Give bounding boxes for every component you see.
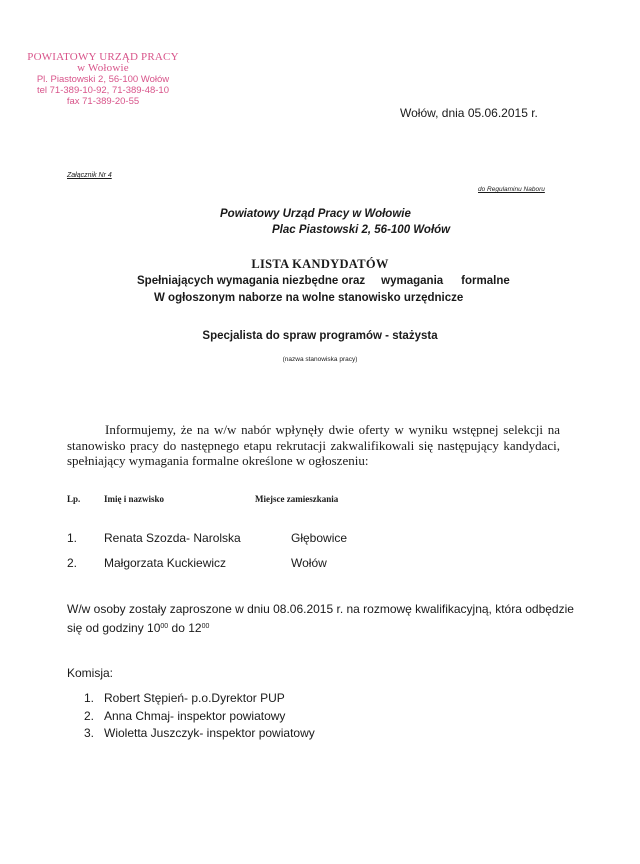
list-subtitle-1 (137, 275, 510, 287)
interview-sup-a: 00 (160, 623, 169, 630)
row-2-residence: Wołów (291, 556, 327, 570)
table-header-residence: Miejsce zamieszkania (255, 494, 339, 504)
interview-text-a: W/w osoby zostały zaproszone w dniu 08.06.2015 r. na rozmowę kwalifikacyjną, która odbędzie się od godziny 10 (67, 602, 574, 635)
stamp-line-3: Pl. Piastowski 2, 56-100 Wołów (36, 74, 170, 85)
stamp-line-4: tel 71-389-10-92, 71-389-48-10 (36, 85, 170, 96)
member-3-number: 3. (84, 726, 95, 740)
stamp-line-1: POWIATOWY URZĄD PRACY (27, 51, 179, 63)
committee-member-1 (84, 691, 285, 705)
subtitle-part-c: formalne (461, 275, 510, 287)
intro-text: Informujemy, że na w/w nabór wpłynęły dwie oferty w wyniku wstępnej selekcji na stanowisko pracy do następnego etapu rekrutacji zakwalifikowali się następujący kandydaci, spełniający wymagania formalne określone w ogłoszeniu: (67, 422, 560, 468)
subtitle-part-a: Spełniających wymagania niezbędne oraz (137, 275, 366, 287)
attachment-label: Załącznik Nr 4 (67, 172, 112, 179)
office-stamp (18, 52, 188, 107)
office-address: Plac Piastowski 2, 56-100 Wołów (272, 224, 451, 236)
list-subtitle-2: W ogłoszonym naborze na wolne stanowisko urzędnicze (154, 292, 464, 304)
committee-member-3 (84, 726, 315, 740)
row-1-residence: Głębowice (291, 531, 348, 545)
subtitle-part-b: wymagania (381, 275, 444, 287)
stamp-line-2: w Wołowie (77, 62, 129, 74)
table-header-number: Lp. (67, 494, 81, 504)
row-2-name: Małgorzata Kuckiewicz (104, 556, 227, 570)
committee-member-2 (84, 709, 285, 723)
member-2-number: 2. (84, 709, 95, 723)
list-title: LISTA KANDYDATÓW (251, 257, 389, 271)
table-header-name: Imię i nazwisko (104, 494, 165, 504)
member-1-number: 1. (84, 691, 95, 705)
office-name: Powiatowy Urząd Pracy w Wołowie (220, 208, 411, 220)
row-2-number: 2. (67, 556, 78, 570)
position-note: (nazwa stanowiska pracy) (282, 356, 358, 363)
interview-sup-b: 00 (201, 623, 210, 630)
document-date: Wołów, dnia 05.06.2015 r. (400, 106, 538, 120)
member-2-name: Anna Chmaj- inspektor powiatowy (104, 709, 286, 723)
row-1-name: Renata Szozda- Narolska (104, 531, 241, 545)
regulation-label: do Regulaminu Naboru (478, 186, 545, 193)
committee-label: Komisja: (67, 666, 114, 680)
position-name: Specjalista do spraw programów - stażysta (202, 330, 438, 342)
interview-text-b: do 12 (168, 621, 202, 635)
stamp-line-5: fax 71-389-20-55 (66, 96, 140, 107)
row-1-number: 1. (67, 531, 78, 545)
member-1-name: Robert Stępień- p.o.Dyrektor PUP (104, 691, 285, 705)
intro-paragraph (67, 422, 560, 469)
interview-info (67, 600, 577, 638)
member-3-name: Wioletta Juszczyk- inspektor powiatowy (104, 726, 315, 740)
